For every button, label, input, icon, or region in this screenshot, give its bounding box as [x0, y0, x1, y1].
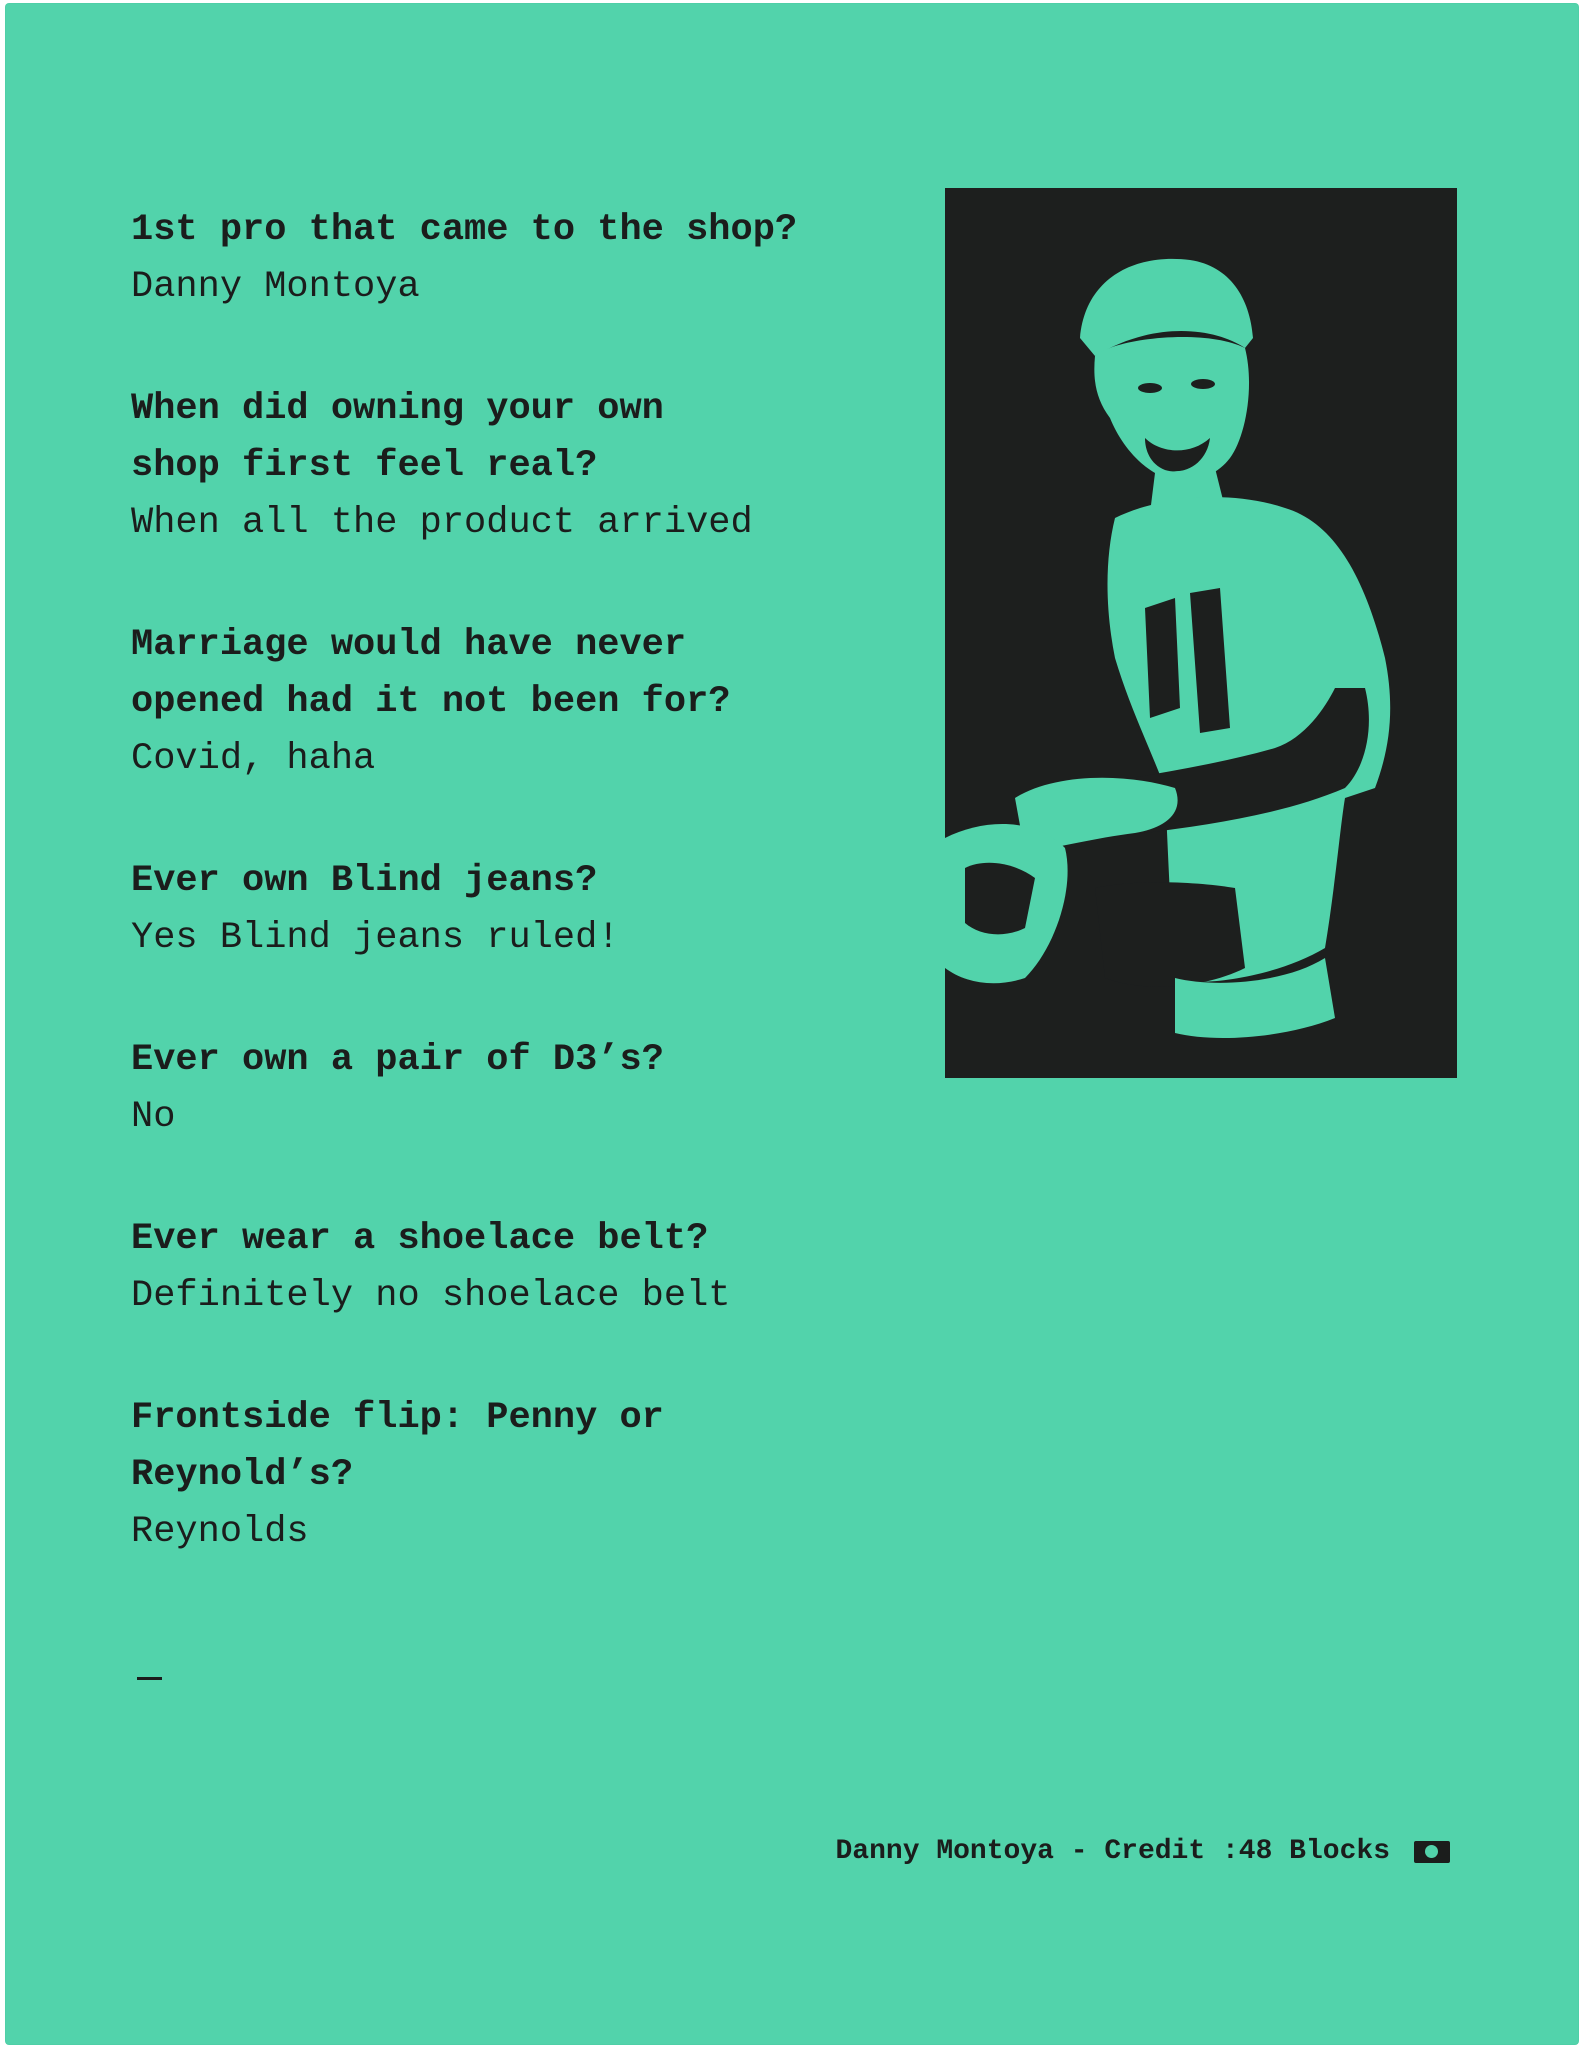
question-5: Ever own a pair of D3’s?: [131, 1039, 664, 1081]
answer-2: When all the product arrived: [131, 502, 753, 544]
question-4: Ever own Blind jeans?: [131, 860, 598, 902]
portrait-illustration: [945, 188, 1457, 1078]
question-6: Ever wear a shoelace belt?: [131, 1218, 709, 1260]
eye-right: [1191, 379, 1215, 389]
end-dash: [137, 1677, 162, 1680]
qa-item-3: [131, 617, 891, 788]
zine-page: [6, 4, 1578, 2044]
answer-3: Covid, haha: [131, 738, 376, 780]
portrait-photo: [945, 188, 1457, 1078]
question-2: When did owning your own shop first feel real?: [131, 388, 664, 487]
interview-qa-list: [131, 202, 891, 1626]
qa-item-7: [131, 1390, 891, 1561]
qa-item-6: [131, 1211, 891, 1325]
camera-icon: [1414, 1841, 1450, 1863]
qa-item-4: [131, 853, 891, 967]
answer-6: Definitely no shoelace belt: [131, 1275, 731, 1317]
answer-4: Yes Blind jeans ruled!: [131, 917, 620, 959]
answer-5: No: [131, 1096, 176, 1138]
answer-1: Danny Montoya: [131, 266, 420, 308]
photo-credit: [836, 1836, 1451, 1867]
question-3: Marriage would have never opened had it not been for?: [131, 624, 731, 723]
qa-item-1: [131, 202, 891, 316]
eye-left: [1138, 383, 1162, 393]
question-7: Frontside flip: Penny or Reynold’s?: [131, 1397, 664, 1496]
shorts-shape: [1095, 882, 1245, 986]
photo-credit-text: Danny Montoya - Credit :48 Blocks: [835, 1836, 1390, 1867]
qa-item-5: [131, 1032, 891, 1146]
qa-item-2: [131, 381, 891, 552]
skateboard-detail: [965, 863, 1035, 935]
answer-7: Reynolds: [131, 1511, 309, 1553]
question-1: 1st pro that came to the shop?: [131, 209, 798, 251]
